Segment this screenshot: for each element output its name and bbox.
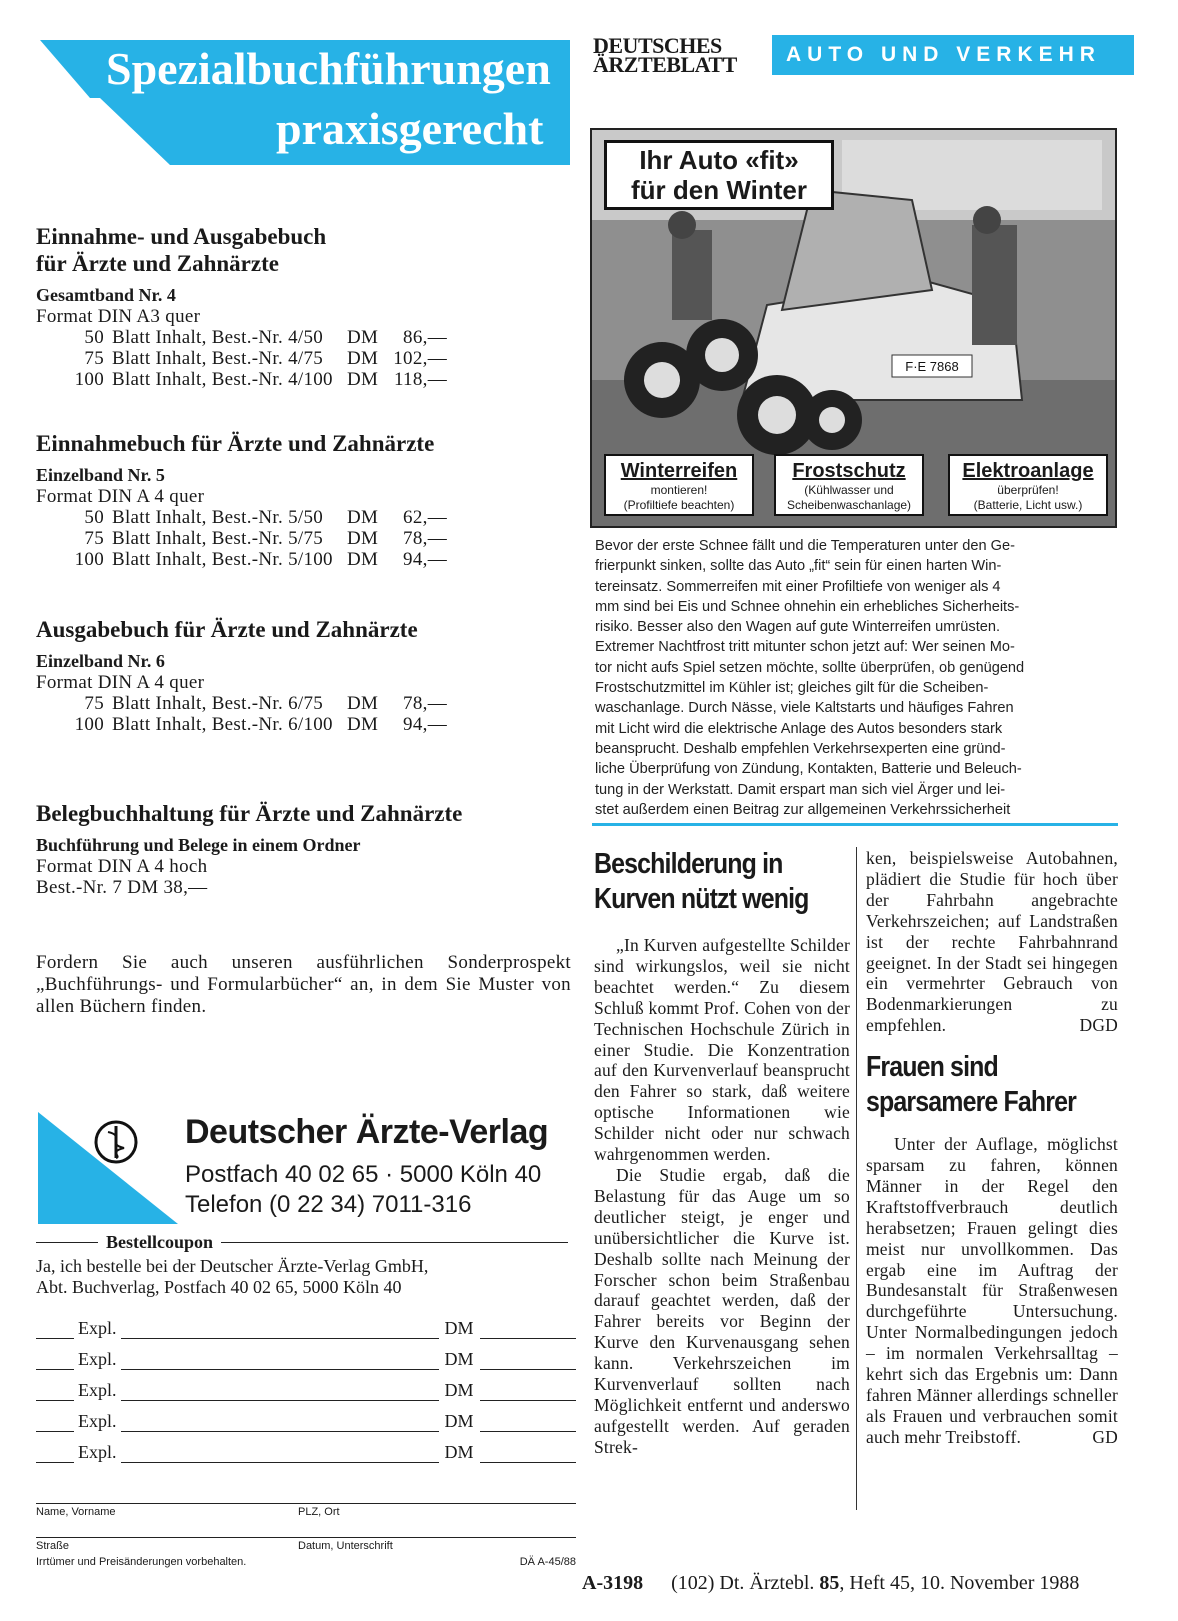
expl-label: Expl.: [78, 1380, 117, 1400]
badge-elektroanlage: [948, 454, 1108, 516]
photo-caption: [595, 536, 1117, 820]
order-row[interactable]: [36, 1315, 576, 1339]
title-field[interactable]: [121, 1448, 439, 1463]
order-row[interactable]: [36, 1439, 576, 1463]
publisher-address: [185, 1160, 541, 1220]
caption-line: tor nicht aufs Spiel setzen möchte, sollte überprüfen, ob genügend: [595, 659, 1025, 676]
coupon-title: Bestellcoupon: [36, 1232, 576, 1253]
page-number: A-3198: [582, 1572, 644, 1594]
article-column-b: [866, 848, 1118, 1448]
signature-label: Datum, Unterschrift: [298, 1540, 393, 1552]
book-format: Format DIN A3 quer: [36, 306, 201, 327]
badge-sub: Scheibenwaschanlage): [786, 498, 912, 512]
name-field[interactable]: [36, 1503, 576, 1518]
masthead-line1: DEUTSCHES: [593, 33, 722, 58]
photo-headline-line2: für den Winter: [631, 175, 807, 205]
expl-label: Expl.: [78, 1318, 117, 1338]
badge-sub: montieren!: [650, 483, 708, 497]
caption-line: tung in der Werkstatt. Damit erspart man sich viel Ärger und lei-: [595, 781, 1006, 798]
book-title-line2: für Ärzte und Zahnärzte: [36, 251, 279, 276]
caption-line: mm sind bei Eis und Schnee ohnehin ein erhebliches Sicherheits-: [595, 598, 1020, 615]
caption-line: frierpunkt sinken, sollte das Auto „fit“ sein für einen harten Win-: [595, 558, 1002, 575]
book-bestnr: Best.-Nr. 7 DM 38,—: [36, 877, 208, 898]
street-field[interactable]: [36, 1537, 576, 1552]
book-4: [36, 800, 576, 898]
book-title: Ausgabebuch für Ärzte und Zahnärzte: [36, 617, 418, 642]
publisher-postfach: Postfach 40 02 65 · 5000 Köln 40: [185, 1161, 542, 1188]
coupon-text-line1: Ja, ich bestelle bei der Deutscher Ärzte-Verlag GmbH,: [36, 1256, 429, 1276]
disclaimer: Irrtümer und Preisänderungen vorbehalten.: [36, 1556, 247, 1568]
publisher-name: Deutscher Ärzte-Verlag: [185, 1113, 549, 1151]
caption-line: Frostschutzmittel im Kühler ist; gleiches gilt für die Scheiben-: [595, 680, 989, 697]
dm-label: DM: [444, 1349, 474, 1369]
price-row: 100 Blatt Inhalt, Best.-Nr. 6/100 DM 94,—: [74, 714, 447, 735]
expl-label: Expl.: [78, 1411, 117, 1431]
price-row: 100 Blatt Inhalt, Best.-Nr. 5/100 DM 94,—: [74, 549, 447, 570]
plz-label: PLZ, Ort: [298, 1506, 340, 1518]
article-paragraph: Unter der Auflage, möglichst sparsam zu fahren, können Männer in der Regel den Kraftstoffverbrauch deutlich herabsetzen; Frauen gelingt dies meist nur unvollkommen. Das ergab eine im Auftrag der Bundesanstalt für Straßenwesen durchgeführte Untersuchung. Unter Normalbedingungen jedoch – im normalen Verkehrsalltag – kehrt sich das Ergebnis um: Dann fahren Männer allerdings schneller als Frauen und verbrauchen somit auch mehr Treibstoff.: [866, 1134, 1118, 1447]
order-row[interactable]: [36, 1377, 576, 1401]
banner-title-line2: praxisgerecht: [276, 103, 544, 154]
article-paragraph: ken, beispielsweise Autobahnen, plädiert die Studie für hoch über der Fahrbahn angebrachte Verkehrszeichen; auf Landstraßen ist der rechte Fahrbahnrand geeignet. In der Stadt sei hingegen ein vermehrter Gebrauch von Bodenmarkierungen zu empfehlen.: [866, 848, 1118, 1036]
street-label: Straße: [36, 1540, 70, 1552]
price-field[interactable]: [480, 1386, 576, 1401]
section-bar: AUTO UND VERKEHR: [772, 35, 1134, 75]
badge-sub: (Profiltiefe beachten): [623, 498, 735, 512]
page-footer: [582, 1572, 1079, 1595]
article-beschilderung: [594, 847, 850, 1458]
volume: 85: [819, 1572, 840, 1594]
book-title: Einnahme- und Ausgabebuch: [36, 224, 327, 249]
masthead: [593, 33, 737, 77]
badge-sub: überprüfen!: [997, 483, 1059, 497]
dm-label: DM: [444, 1442, 474, 1462]
caption-line: Extremer Nachtfrost tritt mitunter schon jetzt auf: Wer seinen Mo-: [595, 639, 1015, 656]
photo-headline-line1: Ihr Auto «fit»: [639, 145, 799, 175]
book-3: [36, 616, 576, 735]
publisher-logo: [38, 1112, 178, 1224]
quantity-field[interactable]: [36, 1448, 74, 1463]
coupon-code: DÄ A-45/88: [519, 1556, 576, 1568]
column-rule: [856, 847, 857, 1510]
price-field[interactable]: [480, 1324, 576, 1339]
dm-label: DM: [444, 1380, 474, 1400]
caption-line: beansprucht. Deshalb empfehlen Verkehrsexperten eine gründ-: [595, 740, 1006, 757]
quantity-field[interactable]: [36, 1386, 74, 1401]
article-title-line1: Beschilderung in: [594, 848, 783, 880]
badge-title: Frostschutz: [792, 460, 906, 482]
title-field[interactable]: [121, 1355, 439, 1370]
order-row[interactable]: [36, 1346, 576, 1370]
price-row: 100 Blatt Inhalt, Best.-Nr. 4/100 DM 118,—: [74, 369, 447, 390]
article-title-line2: Kurven nützt wenig: [594, 883, 809, 915]
book-title: Belegbuchhaltung für Ärzte und Zahnärzte: [36, 801, 463, 826]
banner-title-line1: Spezialbuchführungen: [106, 43, 551, 94]
section-divider: [592, 823, 1118, 826]
badge-sub: (Kühlwasser und: [804, 483, 894, 497]
price-row: 75 Blatt Inhalt, Best.-Nr. 6/75 DM 78,—: [84, 693, 447, 714]
quantity-field[interactable]: [36, 1417, 74, 1432]
book-format: Format DIN A 4 hoch: [36, 856, 208, 877]
caption-line: mit Licht wird die elektrische Anlage des Autos besonders stark: [595, 720, 1003, 737]
caption-line: stet außerdem einen Beitrag zur allgemeinen Verkehrssicherheit: [595, 801, 1011, 818]
garage-photo: [590, 128, 1117, 528]
book-band: Buchführung und Belege in einem Ordner: [36, 835, 361, 855]
coupon-text-line2: Abt. Buchverlag, Postfach 40 02 65, 5000 Köln 40: [36, 1277, 402, 1297]
dm-label: DM: [444, 1318, 474, 1338]
license-plate: F·E 7868: [905, 359, 959, 374]
caption-line: waschanlage. Durch Nässe, viele Kaltstarts und häufiges Fahren: [595, 700, 1014, 717]
article-signature: DGD: [1079, 1015, 1118, 1036]
quantity-field[interactable]: [36, 1355, 74, 1370]
article-paragraph: Die Studie ergab, daß die Belastung für das Auge um so deutlicher steigt, je enger und unübersichtlicher die Kurve ist. Deshalb sollte nach Meinung der Forscher schon beim Straßenbau darauf geachtet werden, daß der Fahrer bereits vor Beginn der Kurve den Kurvenausgang sehen kann. Verkehrszeichen im Kurvenverlauf sollten nach Möglichkeit entfernt und anderswo aufgestellt werden. Auf geraden Strek-: [594, 1164, 850, 1457]
book-format: Format DIN A 4 quer: [36, 672, 205, 693]
order-row[interactable]: [36, 1408, 576, 1432]
price-row: 75 Blatt Inhalt, Best.-Nr. 4/75 DM 102,—: [84, 348, 447, 369]
banner: [40, 40, 570, 165]
article-signature: GD: [1092, 1426, 1118, 1447]
badge-winterreifen: [604, 454, 754, 516]
caption-line: risiko. Besser also den Wagen auf gute Winterreifen umrüsten.: [595, 619, 1001, 636]
title-field[interactable]: [121, 1386, 439, 1401]
article-paragraph: „In Kurven aufgestellte Schilder sind wirkungslos, weil sie nicht beachtet werden.“ Zu diesem Schluß kommt Prof. Cohen von der Technischen Hochschule Zürich in einer Studie. Die Konzentration auf den Kurvenverlauf beansprucht den Fahrer so stark, daß weitere optische Informationen wie Schilder nicht oder nur schwach wahrgenommen werden.: [594, 935, 850, 1165]
price-field[interactable]: [480, 1417, 576, 1432]
coupon-footer: [36, 1556, 576, 1568]
name-label: Name, Vorname: [36, 1506, 116, 1518]
caption-line: tereinsatz. Sommerreifen mit einer Profiltiefe von weniger als 4: [595, 578, 1001, 595]
book-2: [36, 430, 576, 570]
coupon-text: [36, 1256, 576, 1298]
badge-sub: (Batterie, Licht usw.): [973, 498, 1083, 512]
publisher-phone: Telefon (0 22 34) 7011-316: [185, 1191, 472, 1218]
expl-label: Expl.: [78, 1349, 117, 1369]
book-format: Format DIN A 4 quer: [36, 486, 205, 507]
price-row: 50 Blatt Inhalt, Best.-Nr. 4/50 DM 86,—: [84, 327, 447, 348]
price-field[interactable]: [480, 1355, 576, 1370]
article-title-line2: sparsamere Fahrer: [866, 1086, 1076, 1119]
price-row: 50 Blatt Inhalt, Best.-Nr. 5/50 DM 62,—: [84, 507, 447, 528]
expl-label: Expl.: [78, 1442, 117, 1462]
prospekt-text: Fordern Sie auch unseren ausführlichen Sonderprospekt „Buchführungs- und Formularbücher“ an, in dem Sie Muster von allen Büchern finden.: [36, 952, 571, 1017]
journal-ref: (102) Dt. Ärztebl.: [671, 1572, 815, 1594]
price-field[interactable]: [480, 1448, 576, 1463]
dm-label: DM: [444, 1411, 474, 1431]
book-band: Einzelband Nr. 6: [36, 651, 165, 671]
quantity-field[interactable]: [36, 1324, 74, 1339]
book-1: [36, 223, 576, 390]
badge-title: Winterreifen: [620, 460, 738, 482]
badge-frostschutz: [774, 454, 924, 516]
caption-line: liche Überprüfung von Zündung, Kontakten, Batterie und Beleuch-: [595, 761, 1022, 778]
masthead-line2: ÄRZTEBLATT: [593, 52, 737, 77]
issue-date: , Heft 45, 10. November 1988: [839, 1572, 1080, 1594]
book-title: Einnahmebuch für Ärzte und Zahnärzte: [36, 431, 435, 456]
title-field[interactable]: [121, 1417, 439, 1432]
book-band: Einzelband Nr. 5: [36, 465, 165, 485]
price-row: 75 Blatt Inhalt, Best.-Nr. 5/75 DM 78,—: [84, 528, 447, 549]
photo-headline: [604, 140, 834, 210]
caption-line: Bevor der erste Schnee fällt und die Temperaturen unter den Ge-: [595, 538, 1015, 554]
title-field[interactable]: [121, 1324, 439, 1339]
badge-title: Elektroanlage: [962, 460, 1094, 482]
article-title-line1: Frauen sind: [866, 1051, 998, 1084]
book-band: Gesamtband Nr. 4: [36, 285, 176, 305]
